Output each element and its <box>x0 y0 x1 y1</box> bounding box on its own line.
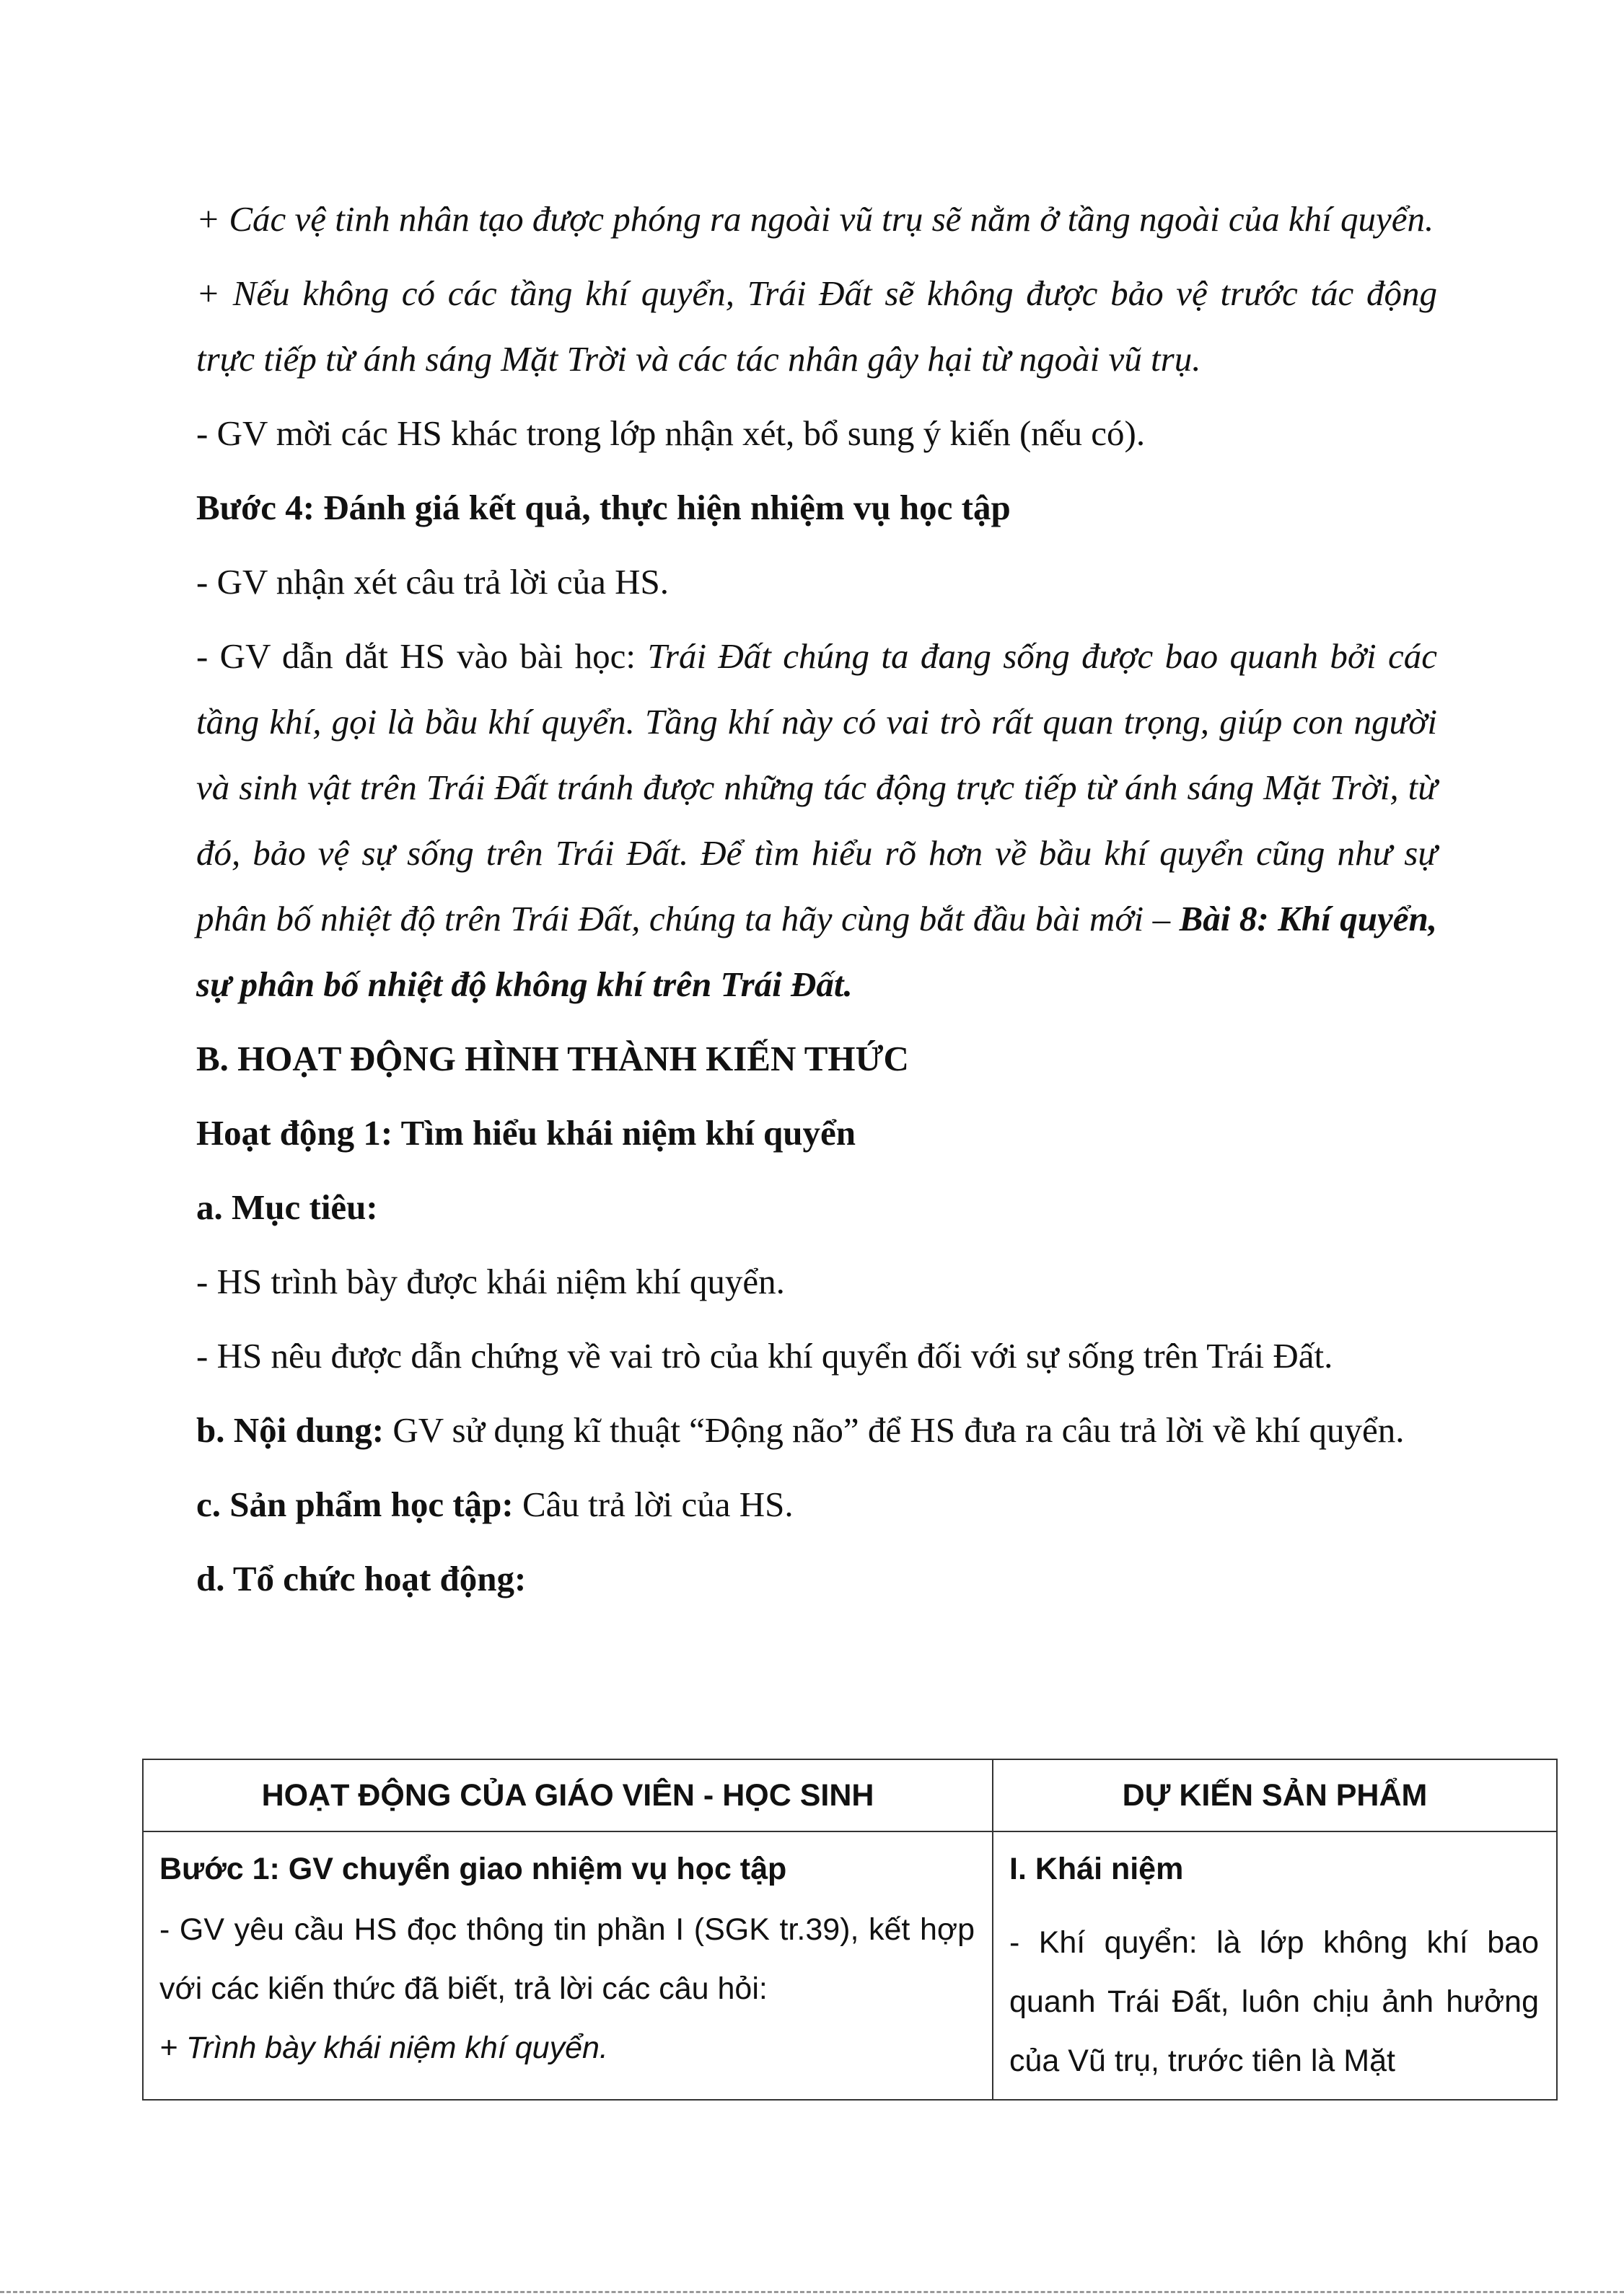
product-label: c. Sản phẩm học tập: <box>196 1485 514 1524</box>
content-label: b. Nội dung: <box>196 1410 385 1450</box>
header-teacher-student: HOẠT ĐỘNG CỦA GIÁO VIÊN - HỌC SINH <box>143 1759 993 1831</box>
paragraph-satellites: + Các vệ tinh nhân tạo được phóng ra ngoài vũ trụ sẽ nằm ở tầng ngoài của khí quyển. <box>196 199 1434 239</box>
table-header-row <box>143 1759 1557 1831</box>
lesson-title: Bài 8: Khí quyển, sự phân bố nhiệt độ không khí trên Trái Đất. <box>196 899 1437 1004</box>
activity-table <box>142 1759 1558 2101</box>
task-instruction: - GV yêu cầu HS đọc thông tin phần I (SGK tr.39), kết hợp với các kiến thức đã biết, trả lời các câu hỏi: <box>159 1912 975 2006</box>
activity-1-heading: Hoạt động 1: Tìm hiểu khái niệm khí quyển <box>196 1113 856 1153</box>
content-text: GV sử dụng kĩ thuật “Động não” để HS đưa ra câu trả lời về khí quyển. <box>384 1410 1405 1450</box>
step-1-heading: Bước 1: GV chuyển giao nhiệm vụ học tập <box>159 1852 787 1886</box>
paragraph-no-atmosphere: + Nếu không có các tầng khí quyển, Trái Đất sẽ không được bảo vệ trước tác động trực tiếp từ ánh sáng Mặt Trời và các tác nhân gây hại từ ngoài vũ trụ. <box>196 273 1437 379</box>
paragraph-gv-invite: - GV mời các HS khác trong lớp nhận xét, bổ sung ý kiến (nếu có). <box>196 413 1146 453</box>
page-bottom-rule <box>0 2291 1624 2293</box>
section-b-heading: B. HOẠT ĐỘNG HÌNH THÀNH KIẾN THỨC <box>196 1039 909 1078</box>
concept-definition: - Khí quyển: là lớp không khí bao quanh Trái Đất, luôn chịu ảnh hưởng của Vũ trụ, trước tiên là Mặt <box>1009 1925 1539 2078</box>
task-question: + Trình bày khái niệm khí quyển. <box>159 2031 608 2065</box>
product-paragraph <box>196 1472 1437 1537</box>
objective-heading: a. Mục tiêu: <box>196 1187 378 1227</box>
product-text: Câu trả lời của HS. <box>513 1485 794 1524</box>
teacher-student-cell <box>143 1831 993 2100</box>
table-row <box>143 1831 1557 2100</box>
step-4-heading: Bước 4: Đánh giá kết quả, thực hiện nhiệm vụ học tập <box>196 488 1011 527</box>
concept-heading: I. Khái niệm <box>1009 1852 1184 1886</box>
lead-italic-text: Trái Đất chúng ta đang sống được bao quanh bởi các tầng khí, gọi là bầu khí quyển. Tầng khí này có vai trò rất quan trọng, giúp con người và sinh vật trên Trái Đất tránh được những tác động trực tiếp từ ánh sáng Mặt Trời, từ đó, bảo vệ sự sống trên Trái Đất. Để tìm hiểu rõ hơn về bầu khí quyển cũng như sự phân bố nhiệt độ trên Trái Đất, chúng ta hãy cùng bắt đầu bài mới – <box>196 636 1437 938</box>
objective-item-2: - HS nêu được dẫn chứng về vai trò của khí quyển đối với sự sống trên Trái Đất. <box>196 1336 1333 1376</box>
organization-heading: d. Tổ chức hoạt động: <box>196 1559 527 1598</box>
paragraph-gv-comment: - GV nhận xét câu trả lời của HS. <box>196 562 670 602</box>
paragraph-gv-lead <box>196 623 1437 1017</box>
objective-item-1: - HS trình bày được khái niệm khí quyển. <box>196 1262 785 1301</box>
header-expected-product: DỰ KIẾN SẢN PHẨM <box>993 1759 1557 1831</box>
expected-product-cell <box>993 1831 1557 2100</box>
lead-text: - GV dẫn dắt HS vào bài học: <box>196 636 648 676</box>
page-content <box>196 186 1437 1620</box>
content-paragraph <box>196 1397 1437 1463</box>
